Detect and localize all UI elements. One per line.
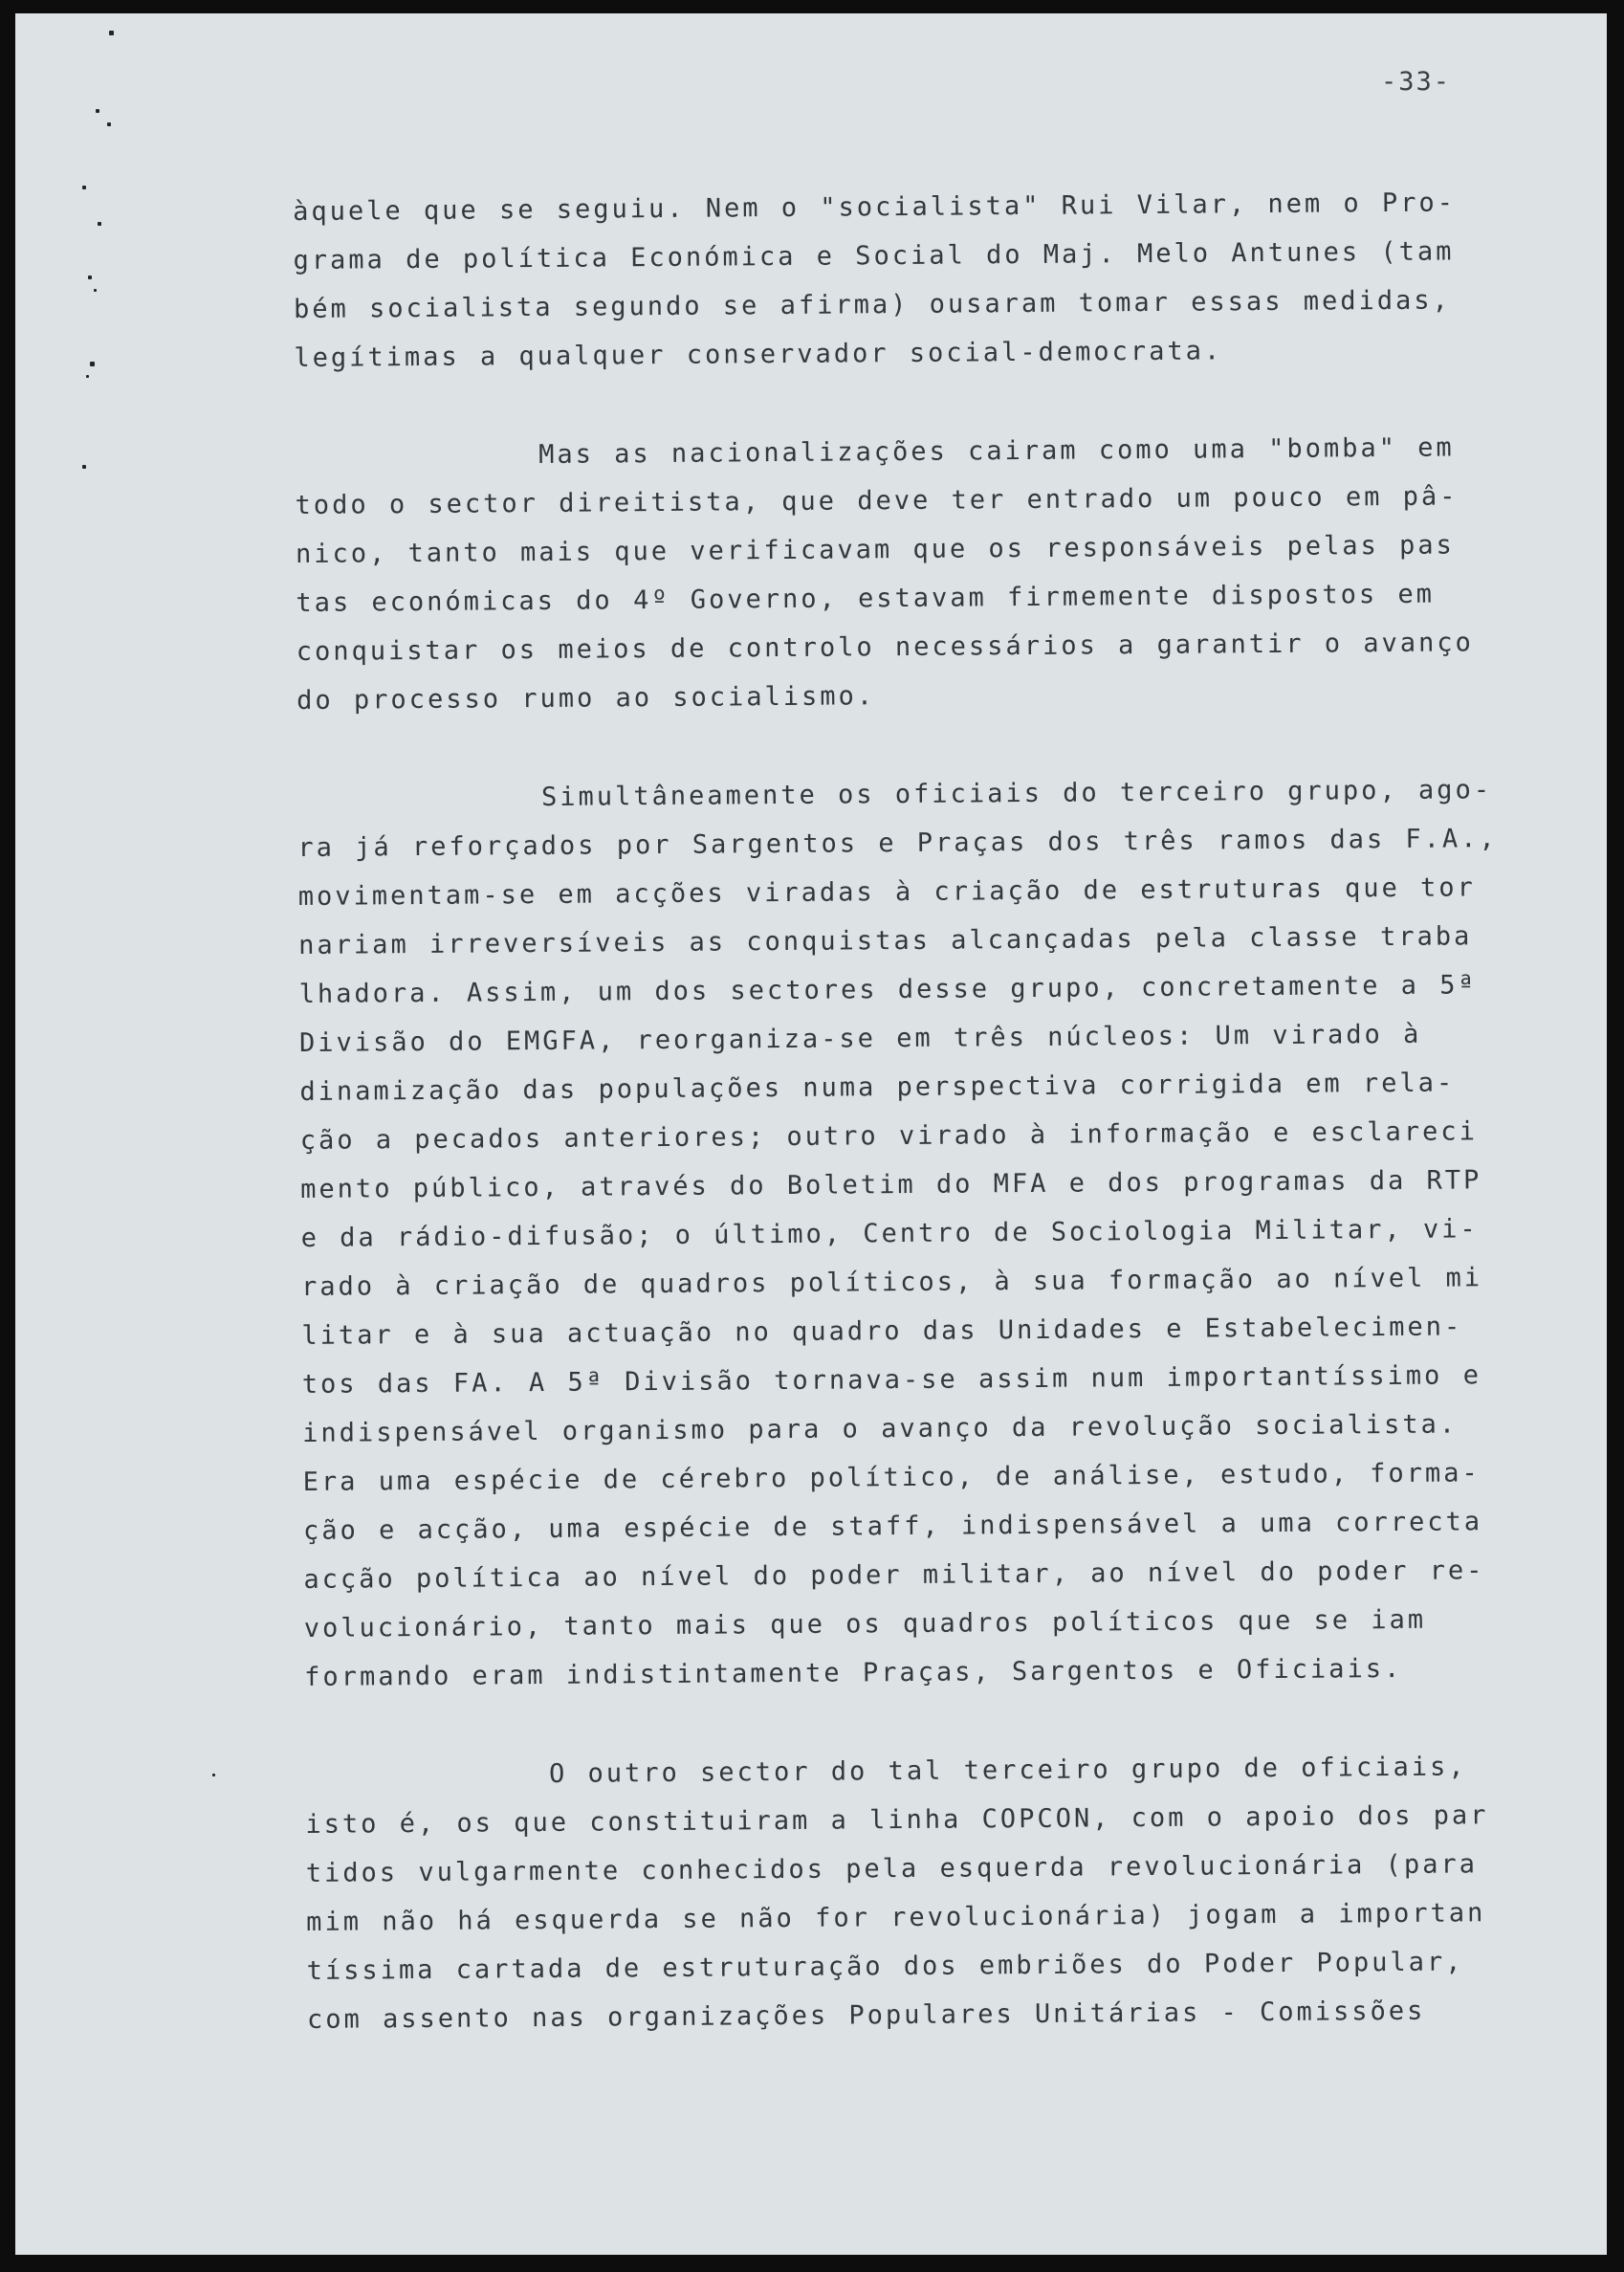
text-line: volucionário, tanto mais que os quadros políticos que se iam bbox=[303, 1604, 1427, 1643]
text-line: ção e acção, uma espécie de staff, indispensável a uma correcta bbox=[302, 1507, 1483, 1546]
text-line: ra já reforçados por Sargentos e Praças dos três ramos das F.A., bbox=[297, 824, 1498, 863]
text-line: bém socialista segundo se afirma) ousaram tomar essas medidas, bbox=[293, 285, 1451, 324]
text-line: indispensável organismo para o avanço da revolução socialista. bbox=[302, 1409, 1459, 1448]
text-line: lhadora. Assim, um dos sectores desse grupo, concretamente a 5ª bbox=[298, 970, 1477, 1009]
text-line: acção política ao nível do poder militar, ao nível do poder re- bbox=[303, 1555, 1485, 1595]
text-line: legítimas a qualquer conservador social-democrata. bbox=[294, 336, 1223, 373]
text-line: mento público, através do Boletim do MFA e dos programas da RTP bbox=[300, 1165, 1482, 1204]
margin-mark bbox=[96, 109, 99, 113]
text-line: movimentam-se em acções viradas à criação de estruturas que tor bbox=[297, 872, 1477, 912]
text-line: litar e à sua actuação no quadro das Unidades e Estabelecimen- bbox=[301, 1312, 1463, 1351]
text-line: conquistar os meios de controlo necessários a garantir o avanço bbox=[296, 628, 1474, 667]
document-page bbox=[15, 13, 1607, 2255]
text-line: Mas as nacionalizações cairam como uma "bomba" em bbox=[538, 432, 1455, 470]
text-line: tíssima cartada de estruturação dos embriões do Poder Popular, bbox=[306, 1947, 1464, 1986]
text-line: Divisão do EMGFA, reorganiza-se em três núcleos: Um virado à bbox=[298, 1019, 1422, 1058]
text-line: O outro sector do tal terceiro grupo de oficiais, bbox=[548, 1752, 1467, 1789]
text-line: tas económicas do 4º Governo, estavam firmemente dispostos em bbox=[296, 579, 1436, 618]
text-line: grama de política Económica e Social do Maj. Melo Antunes (tam bbox=[293, 236, 1455, 276]
margin-mark bbox=[86, 375, 89, 378]
paragraph bbox=[297, 765, 1568, 1702]
text-line: nico, tanto mais que verificavam que os responsáveis pelas pas bbox=[295, 530, 1455, 569]
text-line: formando eram indistintamente Praças, Sargentos e Oficiais. bbox=[304, 1653, 1403, 1692]
margin-mark bbox=[98, 222, 101, 226]
text-line: e da rádio-difusão; o último, Centro de Sociologia Militar, vi- bbox=[300, 1214, 1479, 1253]
margin-mark bbox=[82, 465, 86, 469]
margin-mark bbox=[94, 289, 97, 292]
text-line: tidos vulgarmente conhecidos pela esquerda revolucionária (para bbox=[305, 1849, 1479, 1888]
text-line: do processo rumo ao socialismo. bbox=[296, 681, 876, 716]
paragraph bbox=[295, 423, 1559, 725]
text-line: àquele que se seguiu. Nem o "socialista" Rui Vilar, nem o Pro- bbox=[293, 187, 1457, 227]
margin-mark bbox=[82, 186, 86, 189]
text-line: Simultâneamente os oficiais do terceiro grupo, ago- bbox=[540, 775, 1493, 812]
text-line: com assento nas organizações Populares Unitárias - Comissões bbox=[306, 1996, 1426, 2035]
text-line: todo o sector direitista, que deve ter entrado um pouco em pâ- bbox=[295, 481, 1459, 520]
text-line: tos das FA. A 5ª Divisão tornava-se assim num importantíssimo e bbox=[301, 1360, 1482, 1400]
paragraph bbox=[293, 178, 1557, 383]
text-line: ção a pecados anteriores; outro virado à informação e esclareci bbox=[299, 1116, 1479, 1156]
text-line: nariam irreversíveis as conquistas alcançadas pela classe traba bbox=[298, 921, 1473, 960]
margin-mark bbox=[109, 31, 114, 35]
document-body bbox=[293, 178, 1569, 2044]
margin-mark bbox=[212, 1774, 215, 1776]
text-line: isto é, os que constituiram a linha COPCON, com o apoio dos par bbox=[305, 1800, 1489, 1840]
page-number: -33- bbox=[1381, 67, 1452, 97]
paragraph bbox=[305, 1742, 1569, 2044]
margin-mark bbox=[90, 362, 95, 366]
margin-mark bbox=[88, 276, 92, 279]
text-line: dinamização das populações numa perspectiva corrigida em rela- bbox=[299, 1068, 1456, 1107]
text-line: rado à criação de quadros políticos, à sua formação ao nível mi bbox=[300, 1263, 1483, 1302]
text-line: mim não há esquerda se não for revolucionária) jogam a importan bbox=[306, 1898, 1486, 1937]
margin-mark bbox=[107, 122, 111, 126]
text-line: Era uma espécie de cérebro político, de análise, estudo, forma- bbox=[302, 1458, 1481, 1497]
